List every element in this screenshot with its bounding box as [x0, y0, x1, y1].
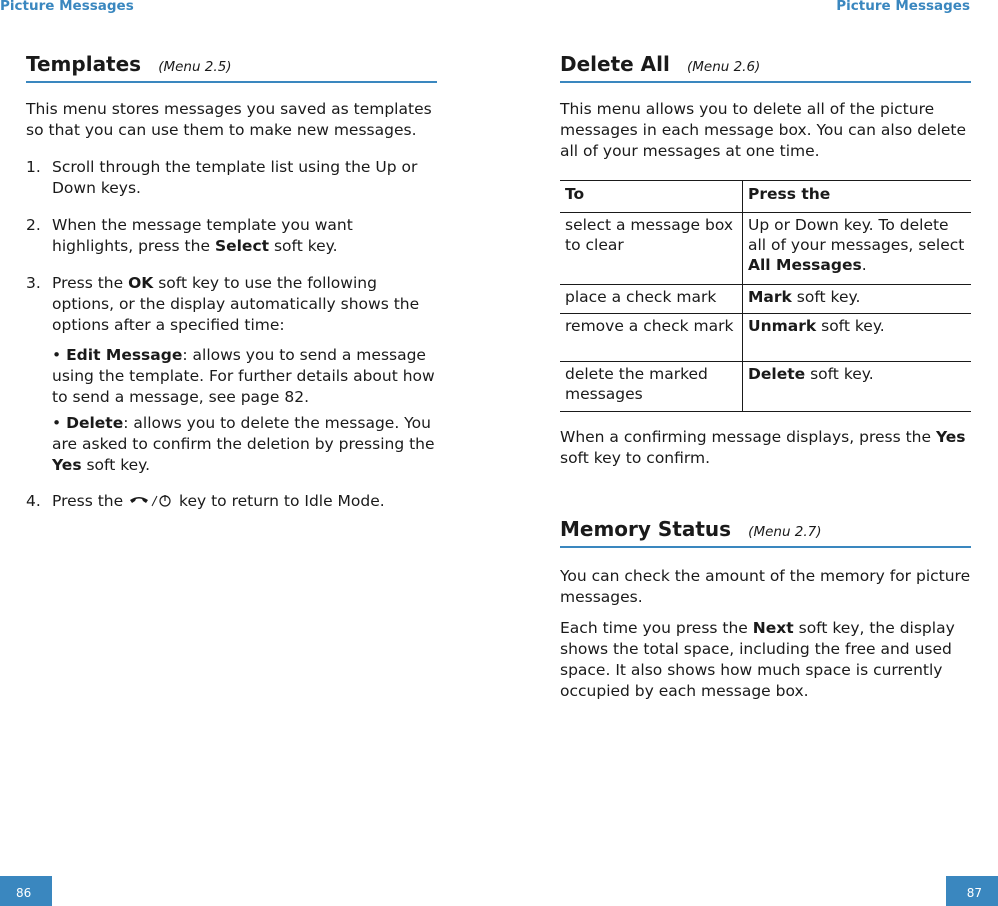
delete-all-title: Delete All — [560, 52, 670, 76]
templates-title: Templates — [26, 52, 142, 76]
memory-status-menu-ref: (Menu 2.7) — [748, 524, 822, 540]
right-page-number: 87 — [966, 886, 982, 900]
table-header-row — [560, 181, 971, 213]
table-cell-press: Up or Down key. To delete all of your messages, select All Messages. — [743, 213, 972, 285]
table-row — [560, 362, 971, 412]
next-key-label: Next — [752, 619, 794, 637]
step-number: 4. — [26, 492, 41, 510]
templates-menu-ref: (Menu 2.5) — [158, 59, 232, 75]
table-cell-press: Mark soft key. — [743, 285, 972, 314]
left-page-number: 86 — [16, 886, 32, 900]
step-number: 1. — [26, 158, 41, 176]
step-number: 2. — [26, 216, 41, 234]
left-running-head: Picture Messages — [0, 0, 134, 14]
table-cell-to: remove a check mark — [560, 314, 743, 362]
phone-end-power-icon — [128, 493, 174, 515]
step-text: Scroll through the template list using the Up or Down keys. — [52, 158, 418, 197]
table-row — [560, 213, 971, 285]
table-row — [560, 285, 971, 314]
step-text: When the message template you want highlights, press the Select soft key. — [52, 216, 353, 255]
step-text: Press the key to return to Idle Mode. — [52, 491, 437, 515]
templates-intro: This menu stores messages you saved as templates so that you can use them to make new messages. — [26, 100, 432, 139]
table-cell-to: select a message box to clear — [560, 213, 743, 285]
step-text: Press the OK soft key to use the following options, or the display automatically shows the options after a specified time: — [52, 274, 420, 334]
edit-message-label: Edit Message — [66, 346, 183, 364]
ok-key-label: OK — [128, 274, 154, 292]
delete-all-table — [560, 180, 971, 412]
step-number: 3. — [26, 274, 41, 292]
bullet-mark: • — [52, 414, 62, 432]
delete-all-heading — [560, 52, 971, 83]
delete-all-confirm-note: When a confirming message displays, press the Yes soft key to confirm. — [560, 428, 966, 467]
templates-heading — [26, 52, 437, 83]
table-row — [560, 314, 971, 362]
delete-all-intro: This menu allows you to delete all of the picture messages in each message box. You can also delete all of your messages at one time. — [560, 100, 967, 160]
memory-status-para-1: You can check the amount of the memory for picture messages. — [560, 567, 971, 606]
table-cell-to: delete the marked messages — [560, 362, 743, 412]
table-cell-to: place a check mark — [560, 285, 743, 314]
left-page-number-tab — [0, 876, 52, 906]
table-cell-press: Delete soft key. — [743, 362, 972, 412]
table-header-to: To — [560, 181, 743, 213]
select-key-label: Select — [214, 237, 270, 255]
delete-label: Delete — [66, 414, 124, 432]
right-page-number-tab — [946, 876, 998, 906]
yes-key-label: Yes — [935, 428, 966, 446]
memory-status-para-2: Each time you press the Next soft key, the display shows the total space, including the free and used space. It also shows how much space is currently occupied by each message box. — [560, 619, 955, 700]
memory-status-heading — [560, 517, 971, 548]
yes-key-label: Yes — [52, 456, 82, 474]
memory-status-title: Memory Status — [560, 517, 732, 541]
right-running-head: Picture Messages — [836, 0, 970, 14]
table-cell-press: Unmark soft key. — [743, 314, 972, 362]
bullet-mark: • — [52, 346, 62, 364]
table-header-press: Press the — [743, 181, 972, 213]
delete-all-menu-ref: (Menu 2.6) — [686, 59, 761, 75]
